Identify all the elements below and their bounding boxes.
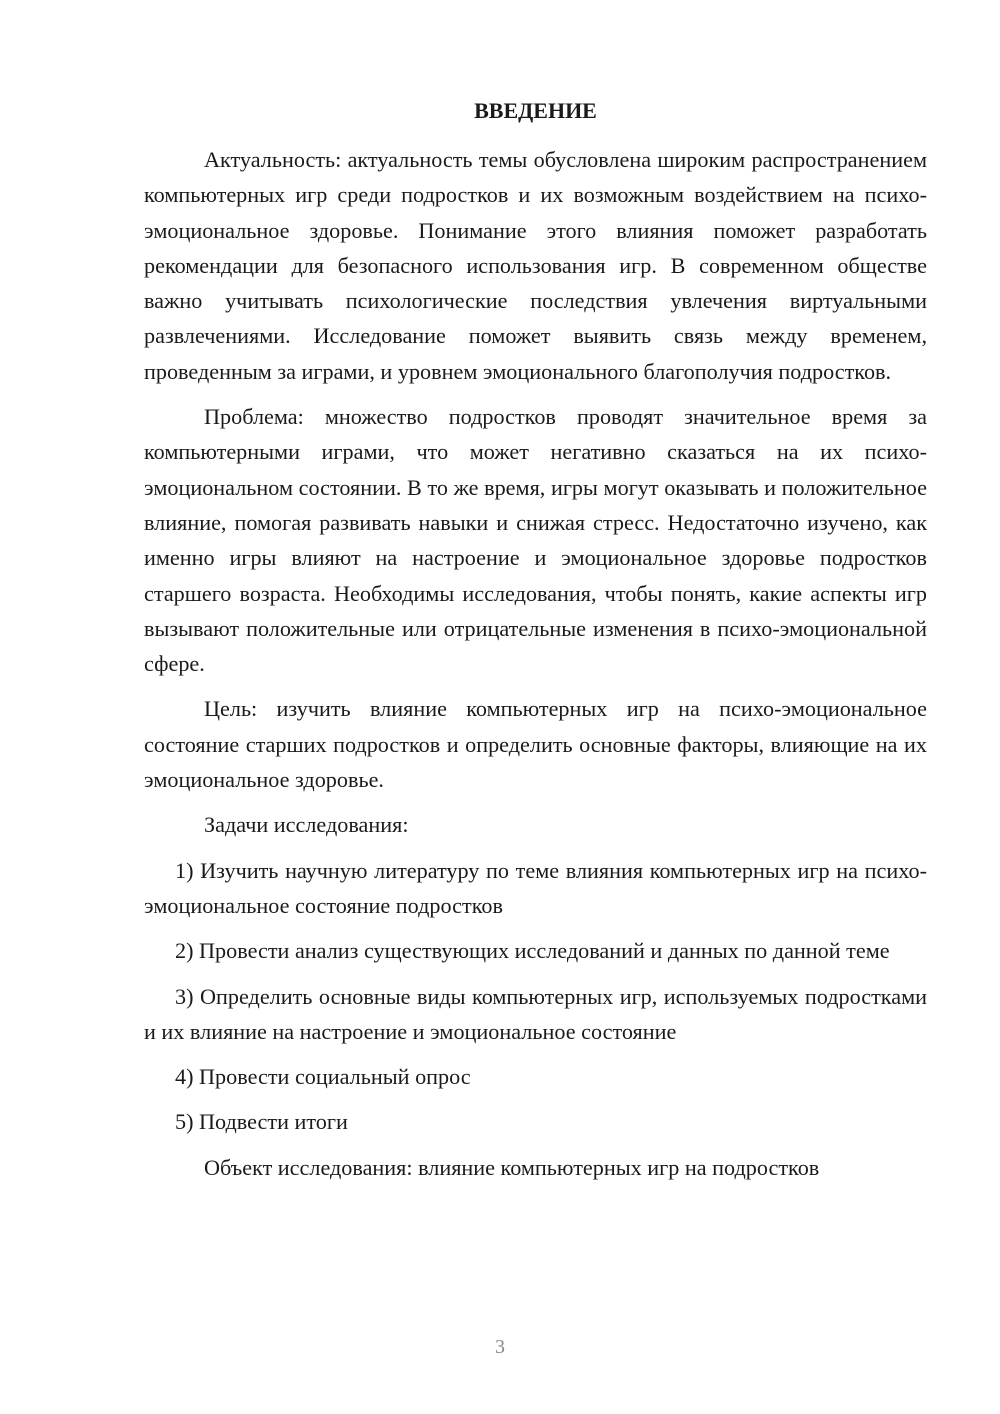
goal-paragraph: Цель: изучить влияние компьютерных игр на психо-эмоциональное состояние старших подростков и определить основные факторы, влияющие на их эмоциональное здоровье. <box>144 696 927 793</box>
relevance-paragraph: Актуальность: актуальность темы обусловлена широким распространением компьютерных игр среди подростков и их возможным воздействием на психо-эмоциональное здоровье. Понимание этого влияния поможет разработать рекомендации для безопасного использования игр. В современном обществе важно учитывать психологические последствия увлечения виртуальными развлечениями. Исследование поможет выявить связь между временем, проведенным за играми, и уровнем эмоционального благополучия подростков. <box>144 147 927 384</box>
document-body <box>144 142 927 1195</box>
page-number: 3 <box>495 1336 505 1358</box>
task-item: 5) Подвести итоги <box>175 1109 348 1135</box>
task-item: 3) Определить основные виды компьютерных игр, используемых подростками и их влияние на настроение и эмоциональное состояние <box>144 983 927 1044</box>
task-item: 4) Провести социальный опрос <box>175 1064 471 1090</box>
tasks-heading: Задачи исследования: <box>204 812 409 838</box>
task-item: 1) Изучить научную литературу по теме влияния компьютерных игр на психо-эмоциональное состояние подростков <box>144 857 927 918</box>
page-title: ВВЕДЕНИЕ <box>474 98 597 123</box>
object-paragraph: Объект исследования: влияние компьютерных игр на подростков <box>204 1154 820 1180</box>
problem-paragraph: Проблема: множество подростков проводят значительное время за компьютерными играми, что может негативно сказаться на их психо-эмоциональном состоянии. В то же время, игры могут оказывать и положительное влияние, помогая развивать навыки и снижая стресс. Недостаточно изучено, как именно игры влияют на настроение и эмоциональное здоровье подростков старшего возраста. Необходимы исследования, чтобы понять, какие аспекты игр вызывают положительные или отрицательные изменения в психо-эмоциональной сфере. <box>144 404 927 677</box>
task-item: 2) Провести анализ существующих исследований и данных по данной теме <box>175 938 890 964</box>
